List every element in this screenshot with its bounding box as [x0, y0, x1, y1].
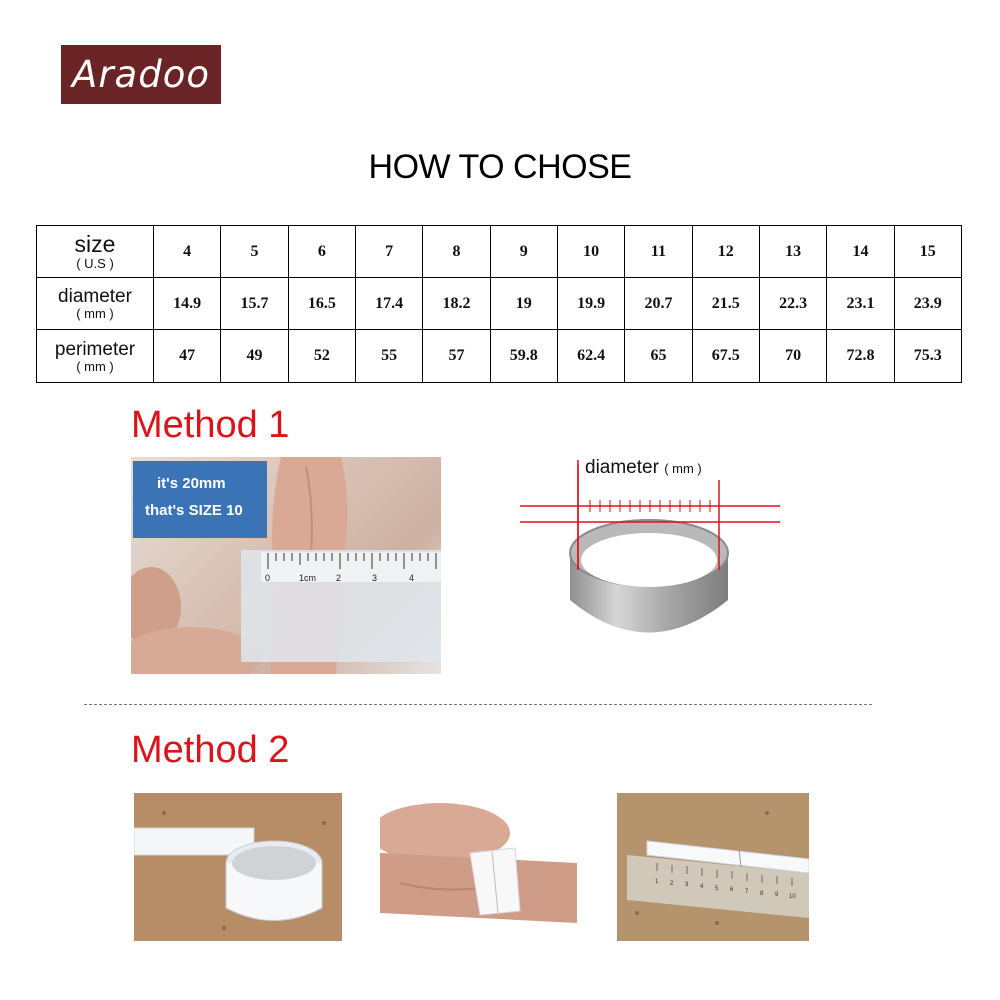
size-cell: 6: [288, 226, 355, 278]
paper-strip-illustration: [134, 793, 342, 941]
strip-ruler-photo: [617, 793, 809, 941]
diameter-cell: 16.5: [288, 278, 355, 330]
size-cell: 11: [625, 226, 692, 278]
ruler-label: 7: [745, 889, 749, 895]
size-cell: 7: [355, 226, 422, 278]
row-header-label: size: [74, 231, 116, 257]
ruler-label: 3: [372, 573, 378, 583]
ruler-label: 3: [685, 882, 689, 888]
page-title: HOW TO CHOSE: [368, 148, 632, 186]
row-header-label: diameter: [58, 286, 132, 307]
row-header-perimeter: [37, 330, 154, 383]
diameter-cell: 21.5: [692, 278, 759, 330]
ruler-label: 5: [715, 886, 719, 892]
ring-size-table: [36, 225, 962, 383]
row-header-diameter: [37, 278, 154, 330]
size-cell: 13: [759, 226, 826, 278]
size-cell: 8: [423, 226, 490, 278]
diameter-cell: 22.3: [759, 278, 826, 330]
note-line-1: it's 20mm: [157, 475, 226, 492]
perimeter-cell: 47: [154, 330, 221, 383]
diameter-cell: 18.2: [423, 278, 490, 330]
ruler-label: 6: [730, 887, 734, 893]
perimeter-cell: 57: [423, 330, 490, 383]
size-cell: 14: [827, 226, 894, 278]
perimeter-cell: 72.8: [827, 330, 894, 383]
ruler-label: 8: [760, 891, 764, 897]
row-header-unit: ( mm ): [76, 306, 114, 321]
diameter-cell: 19.9: [557, 278, 624, 330]
ruler-label: 0: [265, 573, 271, 583]
diameter-cell: 17.4: [355, 278, 422, 330]
diameter-cell: 23.1: [827, 278, 894, 330]
perimeter-cell: 75.3: [894, 330, 961, 383]
row-header-size: [37, 226, 154, 278]
measurement-note: [133, 461, 267, 538]
method2-heading: Method 2: [131, 729, 290, 771]
ruler-label: 4: [700, 884, 704, 890]
table-row-perimeter: [37, 330, 962, 383]
size-cell: 5: [221, 226, 288, 278]
finger-wrap-illustration: [380, 793, 577, 941]
size-cell: 9: [490, 226, 557, 278]
diameter-label-text: diameter: [585, 457, 659, 478]
perimeter-cell: 67.5: [692, 330, 759, 383]
section-divider: [84, 704, 872, 705]
table-row-size: [37, 226, 962, 278]
perimeter-cell: 52: [288, 330, 355, 383]
brand-logo: Aradoo: [61, 45, 221, 104]
strip-ruler-illustration: [617, 793, 809, 941]
row-header-label: perimeter: [54, 338, 136, 360]
diameter-cell: 14.9: [154, 278, 221, 330]
size-cell: 12: [692, 226, 759, 278]
perimeter-cell: 55: [355, 330, 422, 383]
paper-strip-photo: [134, 793, 342, 941]
perimeter-cell: 59.8: [490, 330, 557, 383]
row-header-unit: ( mm ): [76, 358, 114, 374]
ruler-label: 9: [775, 892, 779, 898]
diameter-cell: 23.9: [894, 278, 961, 330]
size-cell: 10: [557, 226, 624, 278]
ruler-label: 2: [336, 573, 342, 583]
ruler-label: 1cm: [299, 573, 317, 583]
diameter-cell: 19: [490, 278, 557, 330]
row-header-unit: ( U.S ): [76, 256, 114, 271]
perimeter-cell: 65: [625, 330, 692, 383]
size-cell: 15: [894, 226, 961, 278]
finger-wrap-photo: [380, 793, 577, 941]
ruler-label: 2: [670, 881, 674, 887]
diameter-label-unit: ( mm ): [664, 461, 702, 476]
method1-heading: Method 1: [131, 404, 290, 446]
diameter-cell: 20.7: [625, 278, 692, 330]
size-cell: 4: [154, 226, 221, 278]
diameter-cell: 15.7: [221, 278, 288, 330]
perimeter-cell: 70: [759, 330, 826, 383]
table-row-diameter: [37, 278, 962, 330]
ring-diameter-diagram: [520, 460, 840, 660]
ruler-label: 10: [789, 894, 796, 900]
perimeter-cell: 49: [221, 330, 288, 383]
ruler-label: 1: [655, 879, 659, 885]
ruler-label: 4: [409, 573, 415, 583]
note-line-2: that's SIZE 10: [145, 502, 243, 519]
perimeter-cell: 62.4: [557, 330, 624, 383]
